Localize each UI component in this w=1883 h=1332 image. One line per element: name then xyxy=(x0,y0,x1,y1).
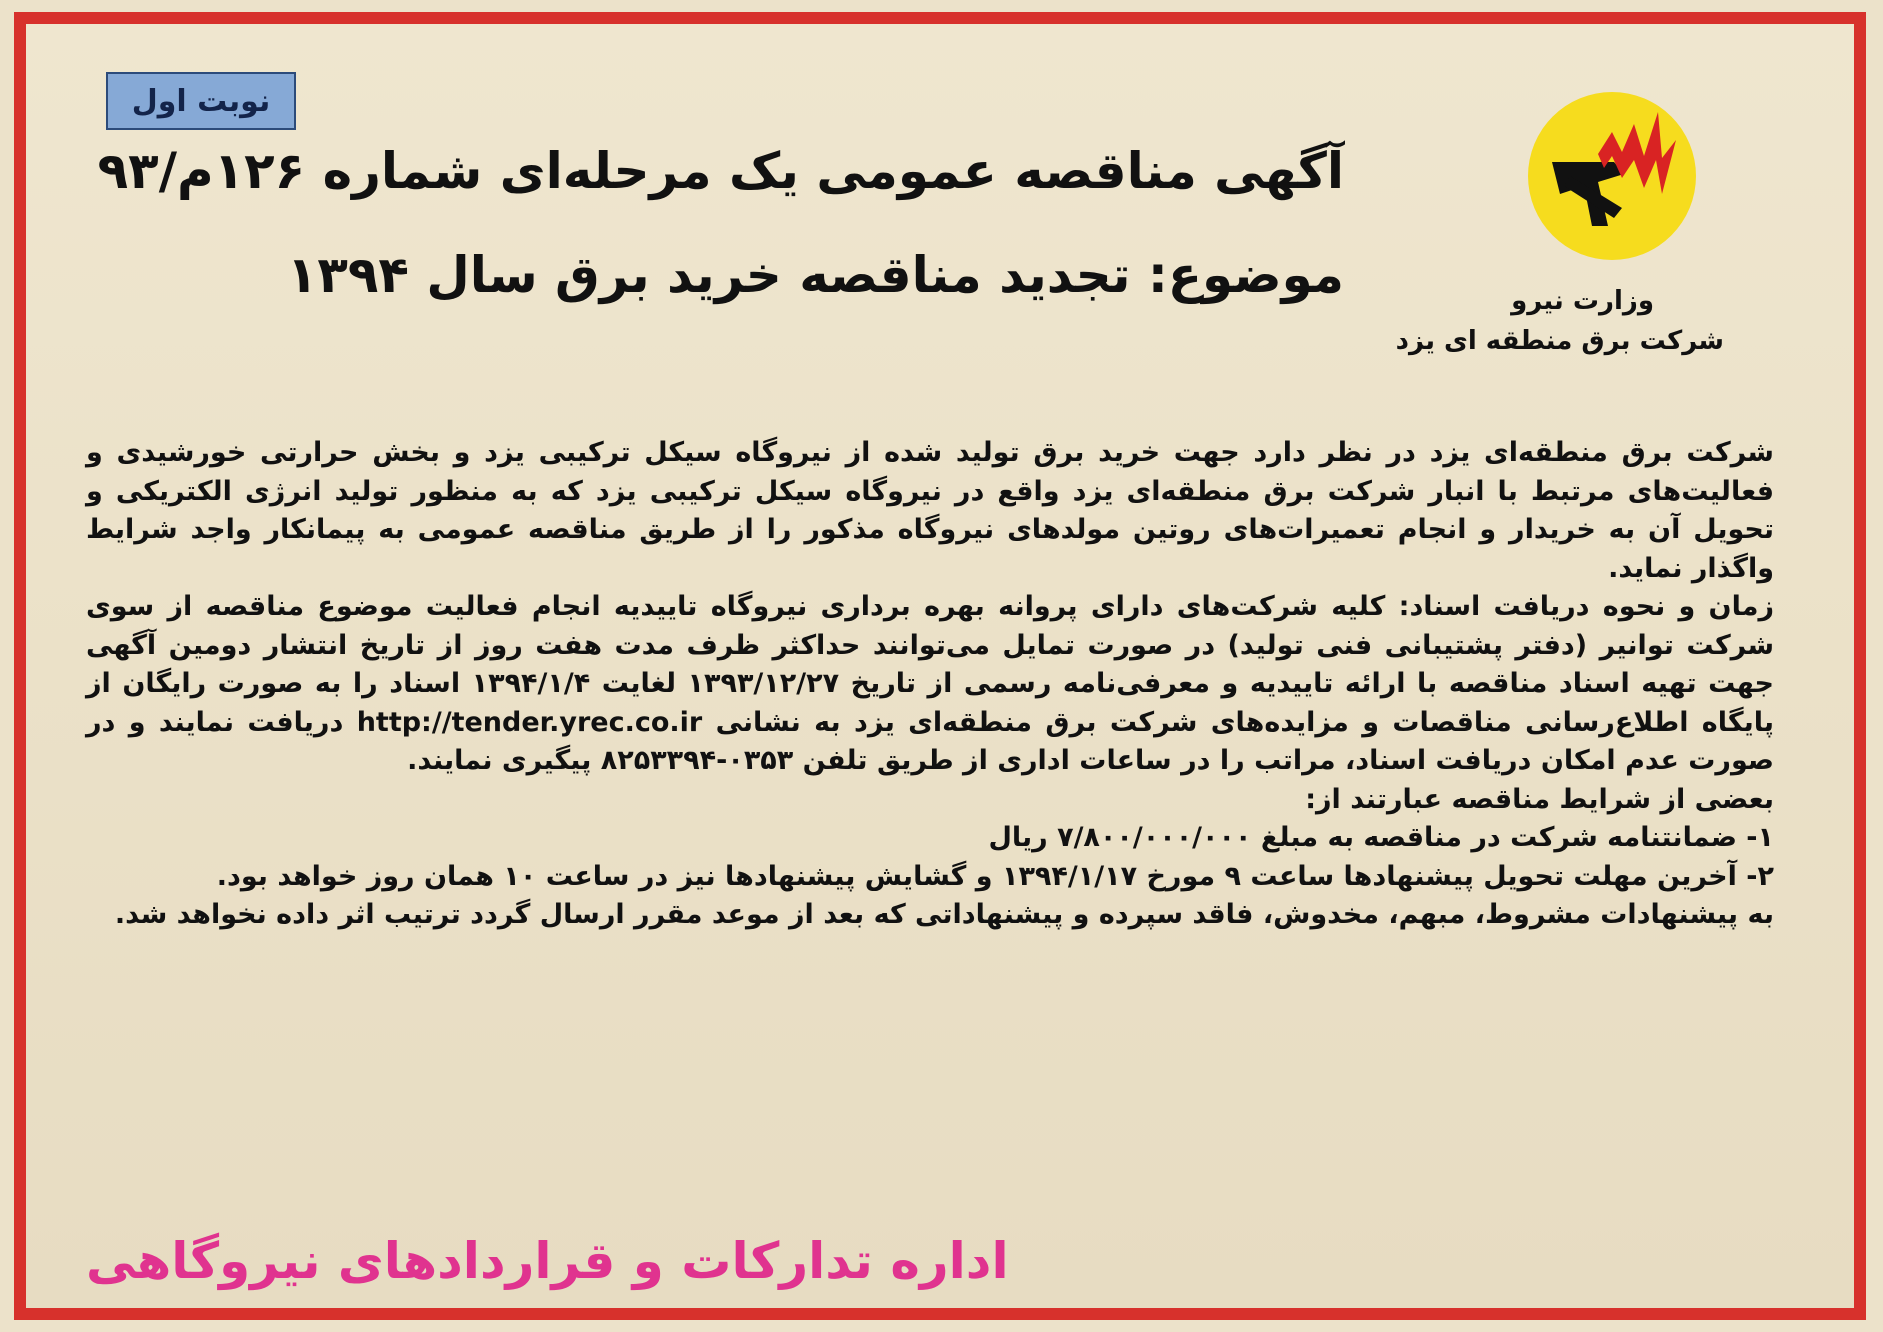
ministry-name: وزارت نیرو xyxy=(1511,286,1654,316)
subject-line: موضوع: تجدید مناقصه خرید برق سال ۱۳۹۴ xyxy=(286,246,1344,304)
ad-frame xyxy=(14,12,1866,1320)
tavanir-logo-icon xyxy=(1512,76,1712,276)
condition-item-1: ۱- ضمانتنامه شرکت در مناقصه به مبلغ ۷/۸۰۰/۰۰۰/۰۰۰ ریال xyxy=(988,822,1774,853)
documents-paragraph: زمان و نحوه دریافت اسناد: کلیه شرکت‌های دارای پروانه بهره برداری نیروگاه تاییدیه انجام فعالیت موضوع مناقصه از سوی شرکت توانیر (دفتر پشتیبانی فنی تولید) در صورت تمایل می‌توانند حداکثر ظرف مدت هفت روز از تاریخ انتشار دومین آگهی جهت تهیه اسناد مناقصه با ارائه تاییدیه و معرفی‌نامه رسمی از تاریخ ۱۳۹۳/۱۲/۲۷ لغایت ۱۳۹۴/۱/۴ اسناد را به صورت رایگان از پایگاه اطلاع‌رسانی مناقصات و مزایده‌های شرکت برق منطقه‌ای یزد به نشانی http://tender.yrec.co.ir دریافت نمایند و در صورت عدم امکان دریافت اسناد، مراتب را در ساعات اداری از طریق تلفن ۰۳۵۳-۸۲۵۳۳۹۴ پیگیری نمایند. xyxy=(86,591,1774,776)
condition-item-2: ۲- آخرین مهلت تحویل پیشنهادها ساعت ۹ مورخ ۱۳۹۴/۱/۱۷ و گشایش پیشنهادها نیز در ساعت ۱۰ همان روز خواهد بود. xyxy=(216,860,1774,892)
round-badge: نوبت اول xyxy=(106,72,296,130)
closing-paragraph: به پیشنهادات مشروط، مبهم، مخدوش، فاقد سپرده و پیشنهاداتی که بعد از موعد مقرر ارسال گردد ترتیب اثر داده نخواهد شد. xyxy=(114,899,1774,930)
conditions-intro: بعضی از شرایط مناقصه عبارتند از: xyxy=(1305,783,1774,815)
company-name: شرکت برق منطقه ای یزد xyxy=(1395,326,1724,356)
ad-body xyxy=(86,434,1774,935)
intro-paragraph: شرکت برق منطقه‌ای یزد در نظر دارد جهت خرید برق تولید شده از نیروگاه سیکل ترکیبی یزد و بخش حرارتی خورشیدی و فعالیت‌های مرتبط با انبار شرکت برق منطقه‌ای یزد واقع در نیروگاه سیکل ترکیبی یزد که به منظور تولید انرژی الکتریکی و تحویل آن به خریدار و انجام تعمیرات‌های روتین مولدهای نیروگاه مذکور را از طریق مناقصه عمومی به پیمانکار واجد شرایط واگذار نماید. xyxy=(86,437,1774,584)
signature-department: اداره تدارکات و قراردادهای نیروگاهی xyxy=(86,1232,1009,1290)
page-title: آگهی مناقصه عمومی یک مرحله‌ای شماره ۱۲۶م/۹۳ xyxy=(97,142,1344,200)
